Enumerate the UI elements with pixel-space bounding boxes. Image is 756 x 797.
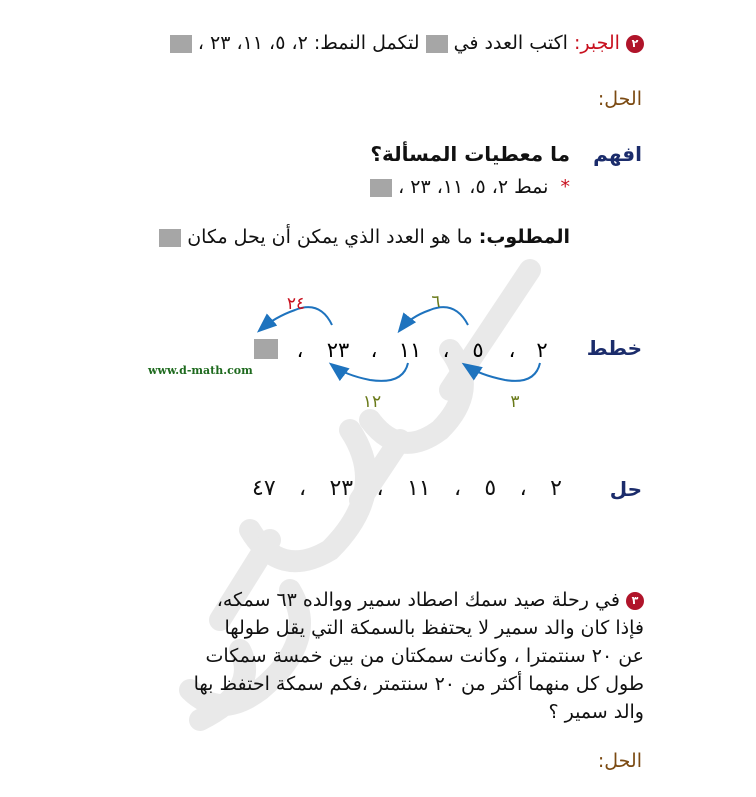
plan-term-2: ٥ — [472, 338, 484, 362]
solve-term-3: ١١ — [406, 476, 431, 501]
question-number-badge: ٢ — [626, 35, 644, 53]
question-3-line-5: والد سمير ؟ — [548, 701, 644, 723]
solve-sep-2: ، — [453, 476, 462, 501]
solution-heading: الحل: — [597, 88, 642, 110]
plan-sep-1: ، — [508, 338, 516, 362]
question-2-line — [170, 32, 644, 54]
solve-term-1: ٢ — [550, 476, 562, 501]
question-3-line-1: ٣ في رحلة صيد سمك اصطاد سمير ووالده ٦٣ سمكه، — [84, 586, 644, 614]
solve-term-2: ٥ — [484, 476, 497, 501]
question-3-line-2: فإذا كان والد سمير لا يحتفظ بالسمكة التي يقل طولها — [224, 617, 644, 639]
solve-sep-1: ، — [519, 476, 527, 501]
required-line — [159, 226, 570, 248]
solve-sep-4: ، — [299, 476, 307, 501]
bullet-star: * — [560, 176, 570, 198]
solve-label: حل — [609, 477, 642, 501]
diff-top-1: ٦ — [431, 292, 441, 312]
plan-sep-3: ، — [370, 338, 378, 362]
question-3-block — [84, 586, 644, 726]
solution-heading-2: الحل: — [597, 750, 642, 772]
algebra-label: الجبر: — [574, 32, 620, 54]
blank-box-required — [159, 229, 181, 247]
given-text: نمط ٢، ٥، ١١، ٢٣ ، — [398, 176, 549, 198]
plan-diagram — [240, 285, 570, 415]
question-3-badge: ٣ — [626, 592, 644, 610]
blank-box-given — [370, 179, 392, 197]
question-2-text-a: اكتب العدد في — [453, 32, 574, 54]
question-3-line-3: عن ٢٠ سنتمترا ، وكانت سمكتان من بين خمسة سمكات — [205, 645, 644, 667]
solve-term-5: ٤٧ — [252, 476, 276, 501]
plan-term-3: ١١ — [398, 338, 422, 362]
question-2-text-b: لتكمل النمط: ٢، ٥، ١١، ٢٣ ، — [197, 32, 426, 54]
required-text: ما هو العدد الذي يمكن أن يحل مكان — [187, 226, 479, 248]
blank-box — [426, 35, 448, 53]
question-3-line-4: طول كل منهما أكثر من ٢٠ سنتمتر ،فكم سمكة احتفظ بها — [193, 673, 644, 695]
plan-term-4: ٢٣ — [326, 338, 350, 362]
arc-bottom-2 — [332, 363, 408, 381]
diff-bottom-1: ٣ — [510, 392, 520, 412]
site-url: www.d-math.com — [148, 364, 253, 377]
plan-blank-box — [254, 339, 278, 359]
given-line — [370, 176, 570, 198]
solve-sep-3: ، — [376, 476, 384, 501]
plan-sep-4: ، — [296, 338, 304, 362]
understand-label: افهم — [593, 142, 642, 166]
plan-term-1: ٢ — [536, 338, 548, 362]
diff-top-2: ٢٤ — [286, 294, 306, 314]
required-label: المطلوب: — [478, 226, 570, 248]
diff-bottom-2: ١٢ — [362, 392, 382, 412]
arc-bottom-1 — [465, 363, 540, 381]
blank-box-answer — [170, 35, 192, 53]
solve-term-4: ٢٣ — [329, 476, 354, 501]
understand-question: ما معطيات المسألة؟ — [370, 142, 570, 166]
plan-label: خطط — [586, 336, 642, 360]
solve-sequence — [252, 476, 562, 501]
plan-sep-2: ، — [442, 338, 450, 362]
